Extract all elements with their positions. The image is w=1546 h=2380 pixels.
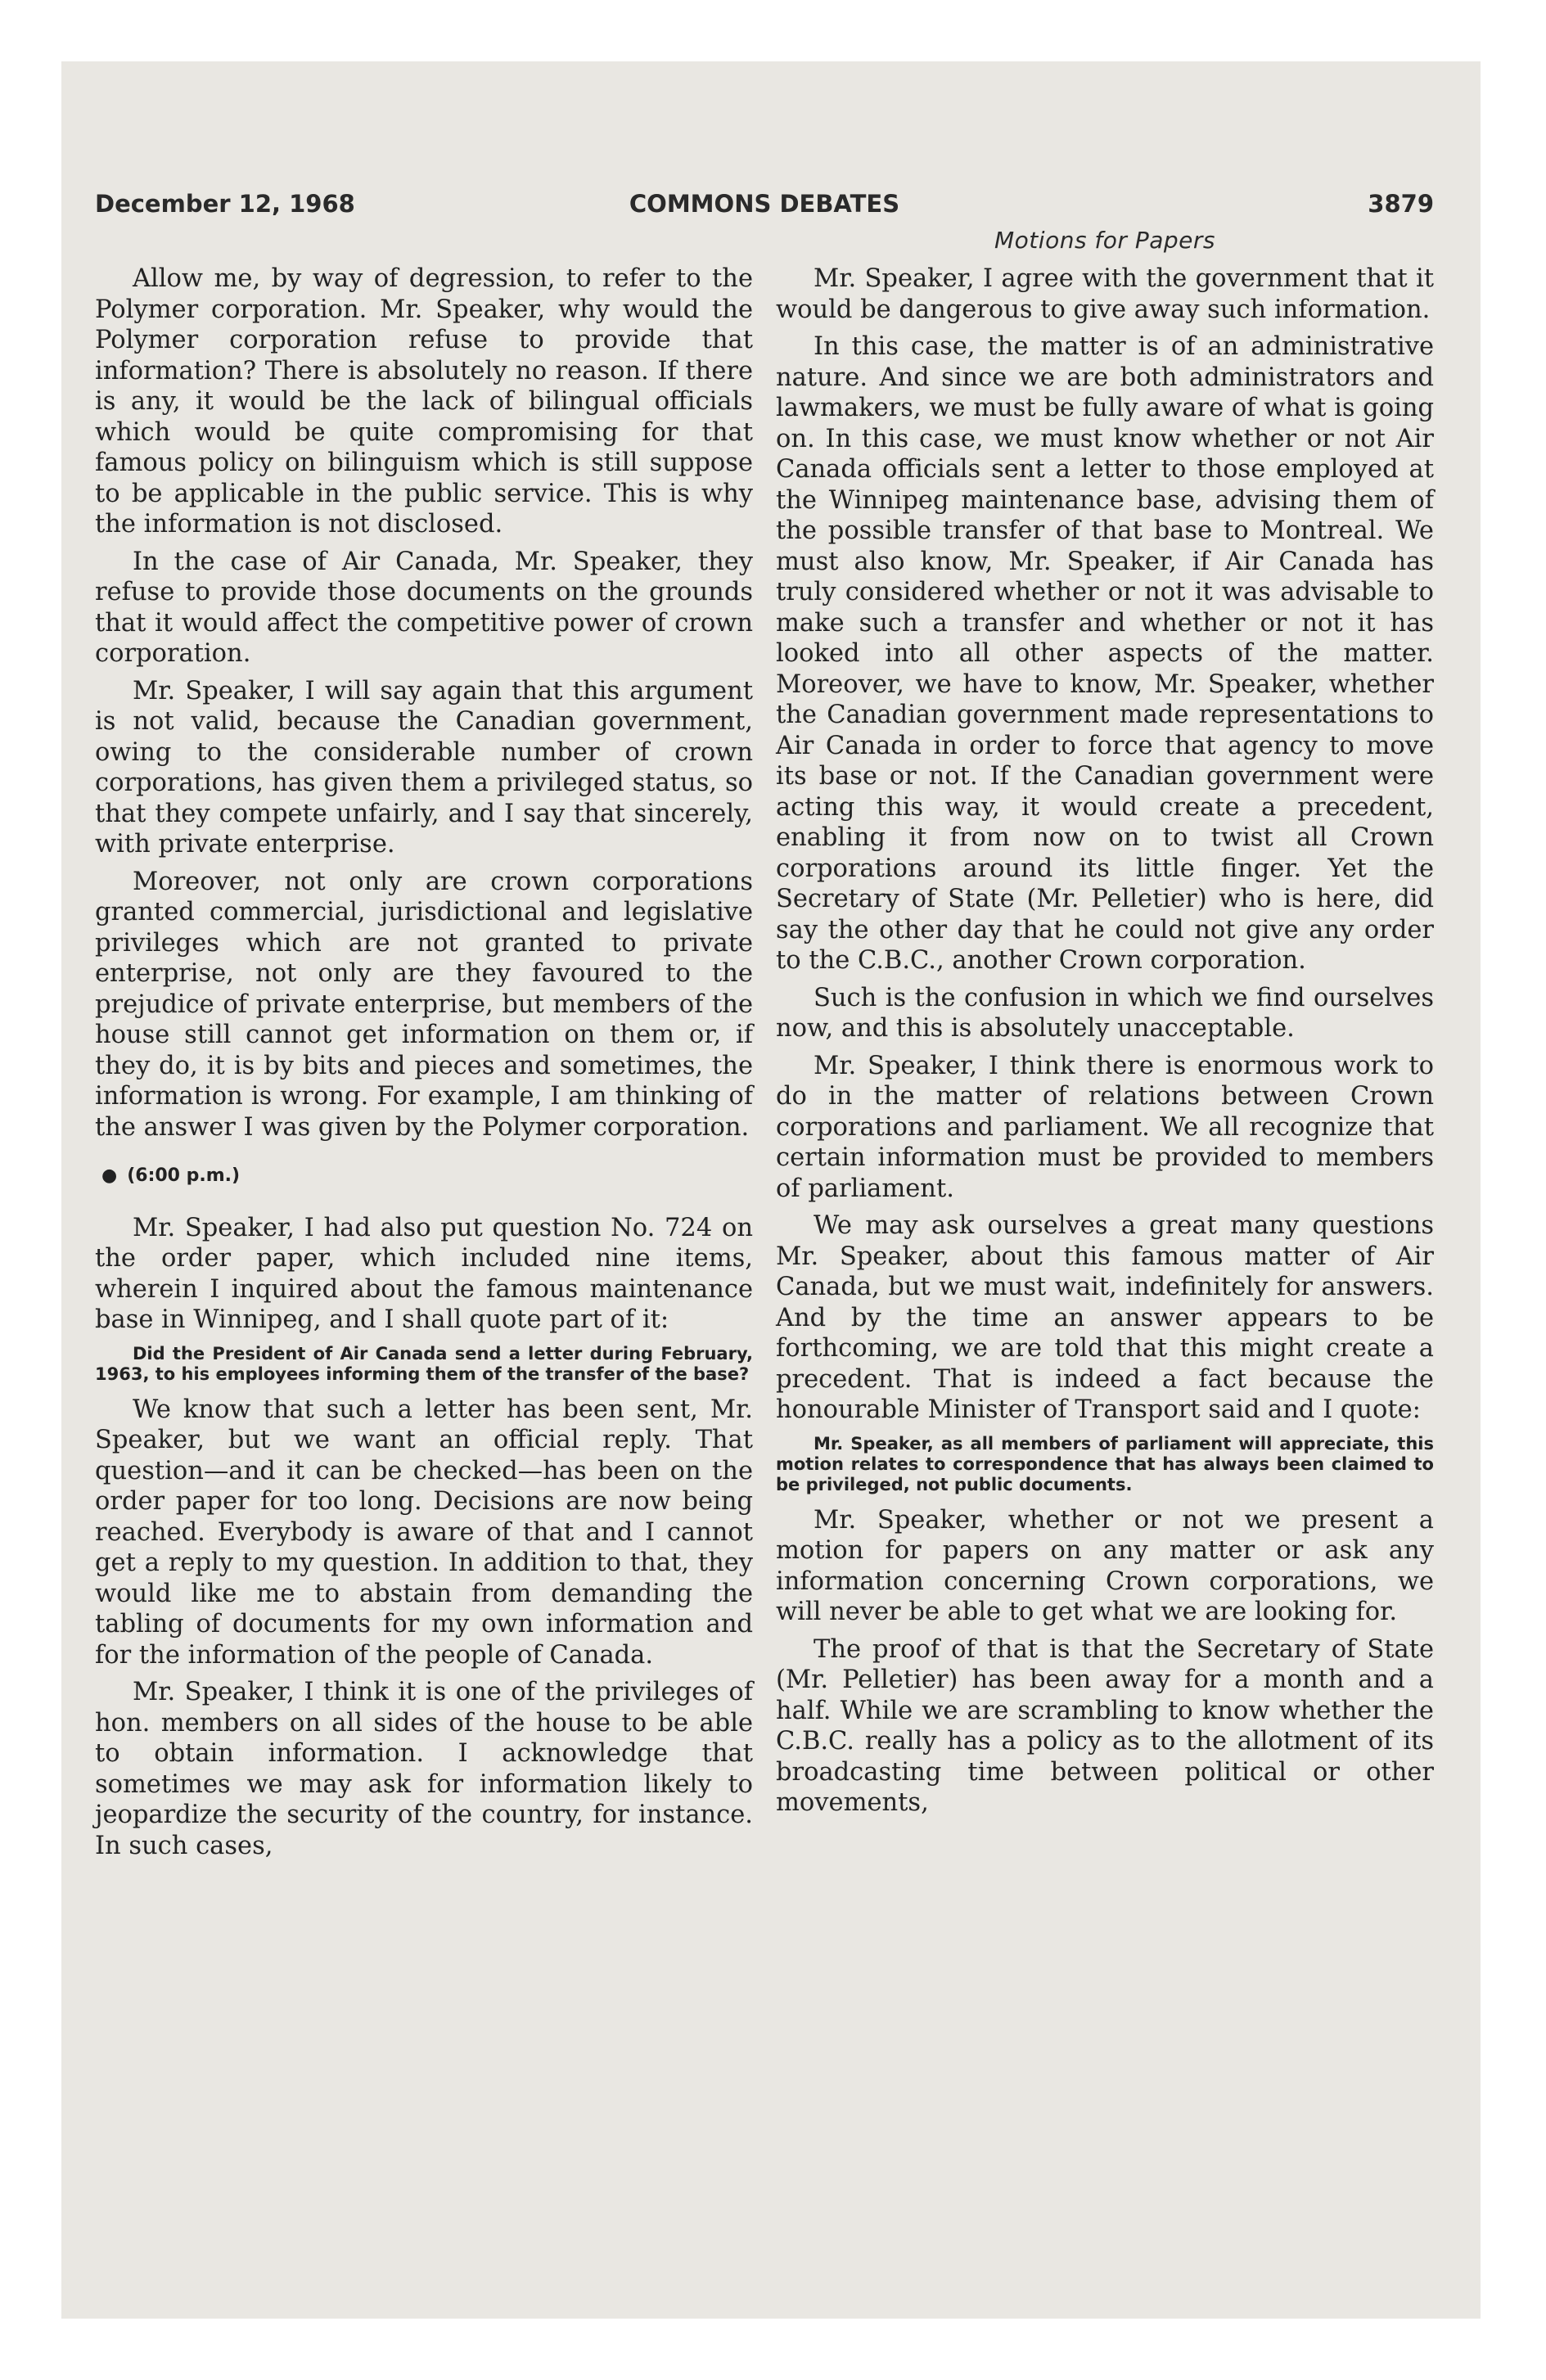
block-quote: Mr. Speaker, as all members of parliament will appreciate, this motion relates to correspondence that has always been claimed to be privileged, not public documents. xyxy=(776,1433,1434,1494)
section-subheading: Motions for Papers xyxy=(994,227,1215,254)
time-text: (6:00 p.m.) xyxy=(127,1165,241,1186)
paragraph: Mr. Speaker, I will say again that this argument is not valid, because the Canadian government, owing to the considerable number of crown corporations, has given them a privileged status, so that they compete unfairly, and I say that sincerely, with private enterprise. xyxy=(95,676,753,859)
right-column xyxy=(776,264,1434,1825)
left-column xyxy=(95,264,753,1868)
paragraph: Mr. Speaker, I think there is enormous work to do in the matter of relations between Crown corporations and parliament. We all recognize that certain information must be provided to members of parliament. xyxy=(776,1051,1434,1203)
page-header xyxy=(95,190,1434,223)
paragraph: Mr. Speaker, whether or not we present a motion for papers on any matter or ask any information concerning Crown corporations, we will never be able to get what we are looking for. xyxy=(776,1505,1434,1626)
header-title: COMMONS DEBATES xyxy=(629,190,900,218)
paragraph: Mr. Speaker, I had also put question No. 724 on the order paper, which included nine items, wherein I inquired about the famous maintenance base in Winnipeg, and I shall quote part of it: xyxy=(95,1213,753,1334)
paragraph: Such is the confusion in which we find ourselves now, and this is absolutely unacceptable. xyxy=(776,983,1434,1043)
paragraph: Allow me, by way of degression, to refer to the Polymer corporation. Mr. Speaker, why would the Polymer corporation refuse to provide that information? There is absolutely no reason. If there is any, it would be the lack of bilingual officials which would be quite compromising for that famous policy on bilinguism which is still suppose to be applicable in the public service. This is why the information is not disclosed. xyxy=(95,264,753,539)
paragraph: Mr. Speaker, I agree with the government that it would be dangerous to give away such information. xyxy=(776,264,1434,324)
paragraph: In this case, the matter is of an administrative nature. And since we are both administrators and lawmakers, we must be fully aware of what is going on. In this case, we must know whether or not Air Canada officials sent a letter to those employed at the Winnipeg maintenance base, advising them of the possible transfer of that base to Montreal. We must also know, Mr. Speaker, if Air Canada has truly considered whether or not it was advisable to make such a transfer and whether or not it has looked into all other aspects of the matter. Moreover, we have to know, Mr. Speaker, whether the Canadian government made representations to Air Canada in order to force that agency to move its base or not. If the Canadian government were acting this way, it would create a precedent, enabling it from now on to twist all Crown corporations around its little finger. Yet the Secretary of State (Mr. Pelletier) who is here, did say the other day that he could not give any order to the C.B.C., another Crown corporation. xyxy=(776,332,1434,975)
time-stamp xyxy=(101,1161,753,1192)
header-date: December 12, 1968 xyxy=(95,190,355,218)
paragraph: We know that such a letter has been sent, Mr. Speaker, but we want an official reply. That question—and it can be checked—has been on the order paper for too long. Decisions are now being reached. Everybody is aware of that and I cannot get a reply to my question. In addition to that, they would like me to abstain from demanding the tabling of documents for my own information and for the information of the people of Canada. xyxy=(95,1395,753,1670)
bullet-icon: ● xyxy=(101,1165,118,1186)
paragraph: We may ask ourselves a great many questions Mr. Speaker, about this famous matter of Air Canada, but we must wait, indefinitely for answers. And by the time an answer appears to be forthcoming, we are told that this might create a precedent. That is indeed a fact because the honourable Minister of Transport said and I quote: xyxy=(776,1211,1434,1424)
block-quote: Did the President of Air Canada send a letter during February, 1963, to his employees informing them of the transfer of the base? xyxy=(95,1343,753,1384)
paragraph: Mr. Speaker, I think it is one of the privileges of hon. members on all sides of the house to be able to obtain information. I acknowledge that sometimes we may ask for information likely to jeopardize the security of the country, for instance. In such cases, xyxy=(95,1678,753,1860)
paragraph: Moreover, not only are crown corporations granted commercial, jurisdictional and legislative privileges which are not granted to private enterprise, not only are they favoured to the prejudice of private enterprise, but members of the house still cannot get information on them or, if they do, it is by bits and pieces and sometimes, the information is wrong. For example, I am thinking of the answer I was given by the Polymer corporation. xyxy=(95,867,753,1142)
paragraph: The proof of that is that the Secretary of State (Mr. Pelletier) has been away for a month and a half. While we are scrambling to know whether the C.B.C. really has a policy as to the allotment of its broadcasting time between political or other movements, xyxy=(776,1634,1434,1817)
page-number: 3879 xyxy=(1368,190,1434,218)
paragraph: In the case of Air Canada, Mr. Speaker, they refuse to provide those documents on the grounds that it would affect the competitive power of crown corporation. xyxy=(95,547,753,668)
